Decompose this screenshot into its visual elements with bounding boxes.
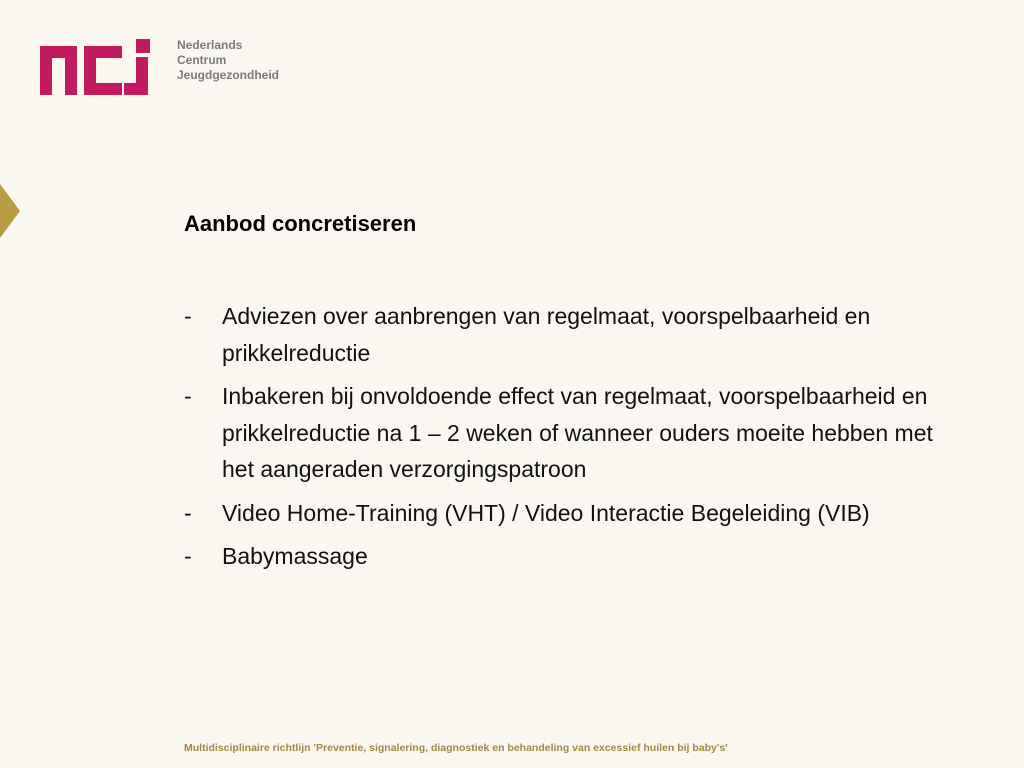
content-list bbox=[184, 298, 964, 582]
bullet-dash: - bbox=[184, 543, 192, 569]
slide-heading: Aanbod concretiseren bbox=[184, 211, 417, 236]
list-item-text: Video Home-Training (VHT) / Video Interactie Begeleiding (VIB) bbox=[222, 499, 870, 526]
list-item bbox=[184, 378, 964, 488]
ncj-logo bbox=[40, 37, 300, 99]
list-item bbox=[184, 538, 964, 575]
logo-line-1: Nederlands bbox=[177, 38, 243, 52]
ncj-logo-mark bbox=[40, 39, 168, 97]
gold-chevron-icon bbox=[0, 184, 20, 238]
logo-line-3: Jeugdgezondheid bbox=[177, 68, 279, 82]
logo-text bbox=[177, 38, 302, 83]
list-item bbox=[184, 495, 964, 532]
list-item-text: Inbakeren bij onvoldoende effect van regelmaat, voorspelbaarheid en prikkelreductie na 1 – 2 weken of wanneer ouders moeite hebben met het aangeraden verzorgingspatroon bbox=[222, 383, 933, 482]
logo-line-2: Centrum bbox=[177, 53, 227, 67]
list-item bbox=[184, 298, 964, 371]
bullet-dash: - bbox=[184, 383, 192, 409]
slide-footer: Multidisciplinaire richtlijn 'Preventie, signalering, diagnostiek en behandeling van excessief huilen bij baby's' bbox=[184, 742, 728, 754]
bullet-dash: - bbox=[184, 499, 192, 526]
bullet-dash: - bbox=[184, 303, 192, 329]
list-item-text: Babymassage bbox=[222, 543, 368, 569]
list-item-text: Adviezen over aanbrengen van regelmaat, voorspelbaarheid en prikkelreductie bbox=[222, 303, 871, 366]
